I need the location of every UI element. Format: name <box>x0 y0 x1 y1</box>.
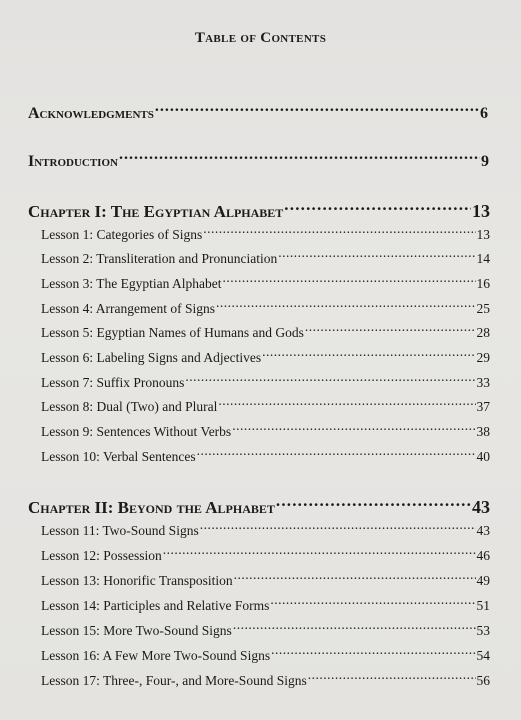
lesson-label: Lesson 9: Sentences Without Verbs <box>41 423 232 439</box>
toc-chapter-1 <box>28 200 490 222</box>
chapter-page-number: 13 <box>472 201 490 221</box>
lesson-page-number: 13 <box>476 226 490 242</box>
lesson-label: Lesson 1: Categories of Signs <box>41 226 203 242</box>
lesson-label: Lesson 12: Possession <box>41 547 162 563</box>
toc-lesson <box>41 249 490 267</box>
lesson-label: Lesson 17: Three-, Four-, and More-Sound Signs <box>41 672 307 688</box>
dot-leader <box>284 200 471 217</box>
lesson-page-number: 43 <box>476 522 490 538</box>
dot-leader <box>218 397 475 411</box>
dot-leader <box>185 373 475 387</box>
lesson-page-number: 46 <box>476 547 490 563</box>
toc-lesson <box>41 646 490 664</box>
lesson-page-number: 51 <box>476 597 490 613</box>
toc-lesson <box>41 521 490 539</box>
lesson-label: Lesson 6: Labeling Signs and Adjectives <box>41 349 262 365</box>
dot-leader <box>276 496 471 513</box>
lesson-label: Lesson 2: Transliteration and Pronunciation <box>41 250 278 266</box>
lesson-label: Lesson 7: Suffix Pronouns <box>41 374 185 390</box>
lesson-page-number: 53 <box>476 622 490 638</box>
lesson-label: Lesson 15: More Two-Sound Signs <box>41 622 232 638</box>
lesson-page-number: 37 <box>476 398 490 414</box>
lesson-page-number: 16 <box>476 275 490 291</box>
lesson-page-number: 38 <box>476 423 490 439</box>
toc-lesson <box>41 571 490 589</box>
toc-lesson <box>41 671 490 689</box>
toc-lesson <box>41 323 490 341</box>
dot-leader <box>271 646 475 660</box>
lesson-label: Lesson 16: A Few More Two-Sound Signs <box>41 647 271 663</box>
lesson-label: Lesson 10: Verbal Sentences <box>41 448 196 464</box>
lesson-page-number: 56 <box>476 672 490 688</box>
lesson-label: Lesson 4: Arrangement of Signs <box>41 300 215 316</box>
chapter-label: Chapter I: The Egyptian Alphabet <box>28 202 284 221</box>
dot-leader <box>305 323 476 337</box>
dot-leader <box>278 249 475 263</box>
page-title: Table of Contents <box>194 30 327 46</box>
lesson-page-number: 54 <box>476 647 490 663</box>
dot-leader <box>119 150 480 166</box>
toc-lesson <box>41 348 490 366</box>
toc-lesson <box>41 274 490 292</box>
lesson-label: Lesson 8: Dual (Two) and Plural <box>41 398 218 414</box>
lesson-label: Lesson 13: Honorific Transposition <box>41 572 233 588</box>
dot-leader <box>232 422 475 436</box>
toc-lesson <box>41 397 490 415</box>
entry-page-number: 6 <box>480 105 488 122</box>
toc-chapter-2 <box>28 496 490 518</box>
toc-lesson <box>41 447 490 465</box>
toc-lesson <box>41 422 490 440</box>
lesson-page-number: 28 <box>476 324 490 340</box>
lesson-label: Lesson 5: Egyptian Names of Humans and Gods <box>41 324 304 340</box>
chapter-page-number: 43 <box>472 497 490 517</box>
dot-leader <box>270 596 475 610</box>
lesson-page-number: 14 <box>476 250 490 266</box>
lesson-page-number: 40 <box>476 448 490 464</box>
toc-lesson <box>41 546 490 564</box>
dot-leader <box>308 671 476 685</box>
lesson-page-number: 33 <box>476 374 490 390</box>
dot-leader <box>203 225 475 239</box>
dot-leader <box>197 447 476 461</box>
lesson-label: Lesson 3: The Egyptian Alphabet <box>41 275 222 291</box>
entry-page-number: 9 <box>481 153 489 170</box>
dot-leader <box>155 102 479 118</box>
dot-leader <box>163 546 476 560</box>
toc-lesson <box>41 225 490 243</box>
dot-leader <box>233 621 476 635</box>
lesson-page-number: 29 <box>476 349 490 365</box>
toc-lesson <box>41 299 490 317</box>
toc-lesson <box>41 621 490 639</box>
lesson-page-number: 25 <box>476 300 490 316</box>
lesson-page-number: 49 <box>476 572 490 588</box>
dot-leader <box>234 571 476 585</box>
entry-label: Acknowledgments <box>28 105 154 122</box>
dot-leader <box>262 348 475 362</box>
lesson-label: Lesson 11: Two-Sound Signs <box>41 522 199 538</box>
chapter-label: Chapter II: Beyond the Alphabet <box>28 498 275 517</box>
dot-leader <box>216 299 476 313</box>
dot-leader <box>200 521 476 535</box>
dot-leader <box>222 274 475 288</box>
toc-lesson <box>41 373 490 391</box>
lesson-label: Lesson 14: Participles and Relative Forms <box>41 597 270 613</box>
entry-label: Introduction <box>28 153 118 170</box>
toc-lesson <box>41 596 490 614</box>
toc-entry-introduction <box>28 150 489 171</box>
toc-entry-acknowledgments <box>28 102 488 123</box>
